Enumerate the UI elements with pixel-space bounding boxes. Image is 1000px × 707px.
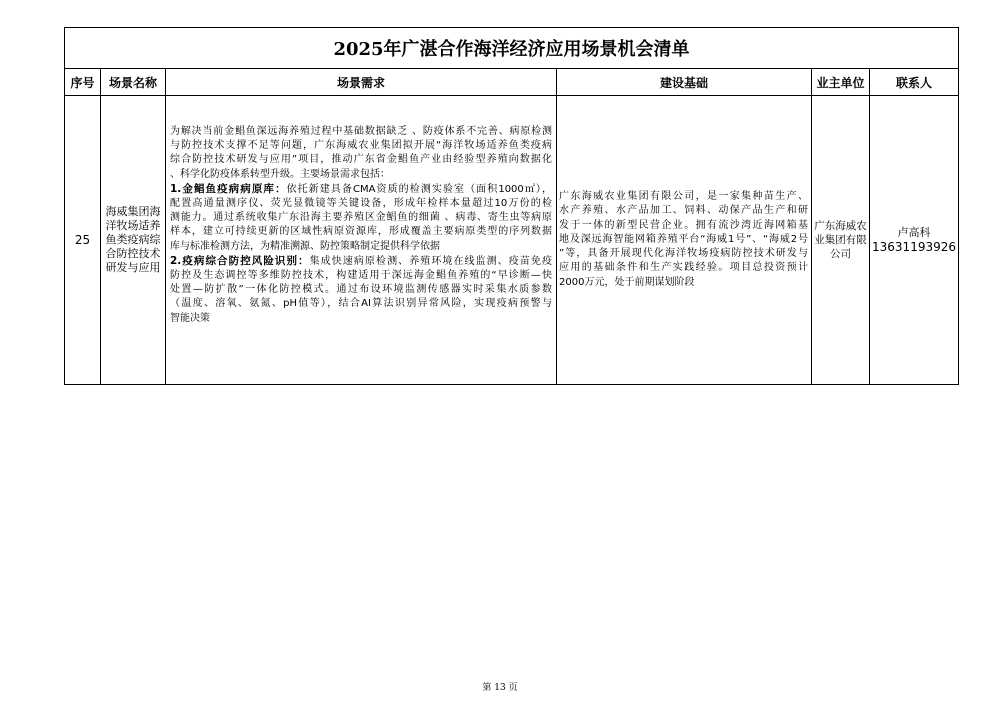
scene-name-line: 洋牧场适养: [105, 219, 161, 232]
demand-intro-line: 为解决当前金鲳鱼深远海养殖过程中基础数据缺乏 、防疫体系不完善、病原检测: [170, 126, 552, 137]
item2-first-line: [170, 254, 552, 269]
basis-line: 2000万元，处于前期谋划阶段: [559, 276, 695, 288]
contact-name: 卢高科: [897, 226, 931, 239]
owner-line: 业集团有限: [814, 234, 867, 246]
owner-unit: [812, 96, 870, 385]
basis-line: ”等，具备开展现代化海洋牧场疫病防控技术研发与: [559, 248, 808, 260]
item2-text: 集成快速病原检测、养殖环境在线监测、疫苗免疫: [309, 255, 552, 267]
item1-line: 测能力。通过系统收集广东沿海主要养殖区金鲳鱼的细菌 、病毒、寄生虫等病原: [170, 212, 552, 224]
basis-line: 地及深远海智能网箱养殖平台“海威1号”、“海威2号: [559, 233, 808, 245]
scene-name-line: 合防控技术: [105, 247, 161, 260]
scene-name-line: 研发与应用: [105, 261, 161, 274]
opportunity-table: [64, 27, 959, 385]
table-row: [65, 96, 959, 385]
contact-phone: 13631193926: [872, 240, 956, 254]
scene-name-line: 海威集团海: [105, 205, 161, 218]
item1-line: 样本，建立可持续更新的区域性病原资源库，形成覆盖主要病原类型的序列数据: [170, 226, 552, 238]
item1-title: 1.金鲳鱼疫病病原库：: [170, 182, 287, 195]
scene-name-line: 鱼类疫病综: [105, 233, 161, 246]
basis-line: 应用的基础条件和生产实践经验。项目总投资预计: [559, 262, 808, 274]
demand-intro-line: 综合防控技术研发与应用”项目，推动广东省金鲳鱼产业由经验型养殖向数据化: [170, 154, 552, 166]
item2-line: 处置—防扩散”一体化防控模式。通过布设环境监测传感器实时采集水质参数: [170, 284, 552, 296]
owner-line: 公司: [830, 248, 851, 260]
header-demand: 场景需求: [166, 69, 557, 96]
scene-name: [101, 96, 166, 385]
basis-line: 水产养殖、水产品加工、饲料、动保产品生产和研: [559, 205, 808, 217]
item2-line: （温度、溶氧、氨氮、pH值等），结合AI算法识别异常风险，实现疫病预警与: [170, 298, 552, 310]
basis-line: 广东海威农业集团有限公司，是一家集种苗生产、: [559, 191, 808, 203]
item2-line: 智能决策: [170, 312, 210, 324]
item2-title: 2.疫病综合防控风险识别：: [170, 254, 310, 267]
header-basis: 建设基础: [557, 69, 812, 96]
scene-demand: [166, 96, 557, 385]
item1-line: 库与标准检测方法，为精准溯源、防控策略制定提供科学依据: [170, 240, 440, 252]
owner-line: 广东海威农: [814, 220, 867, 232]
row-number: 25: [65, 96, 101, 385]
page-title: 2025年广湛合作海洋经济应用场景机会清单: [65, 28, 959, 69]
item1-text: 依托新建具备CMA资质的检测实验室（面积1000㎡），: [286, 183, 552, 195]
contact: [870, 96, 959, 385]
item1-line: 配置高通量测序仪、荧光显微镜等关键设备，形成年检样本量超过10万份的检: [170, 198, 552, 210]
construction-basis: [557, 96, 812, 385]
basis-line: 发于一体的新型民营企业。拥有流沙湾近海网箱基: [559, 219, 808, 231]
item1-first-line: [170, 182, 552, 197]
page-number: 第 13 页: [482, 683, 518, 693]
demand-intro-line: 、科学化防疫体系转型升级。主要场景需求包括：: [170, 168, 390, 180]
header-contact: 联系人: [870, 69, 959, 96]
demand-intro-line: 与防控技术支撑不足等问题，广东海威农业集团拟开展“海洋牧场适养鱼类疫病: [170, 140, 552, 152]
header-scene-name: 场景名称: [101, 69, 166, 96]
header-row: [65, 69, 959, 96]
item2-line: 防控及生态调控等多维防控技术，构建适用于深远海金鲳鱼养殖的“早诊断—快: [170, 270, 552, 282]
header-owner: 业主单位: [812, 69, 870, 96]
header-number: 序号: [65, 69, 101, 96]
